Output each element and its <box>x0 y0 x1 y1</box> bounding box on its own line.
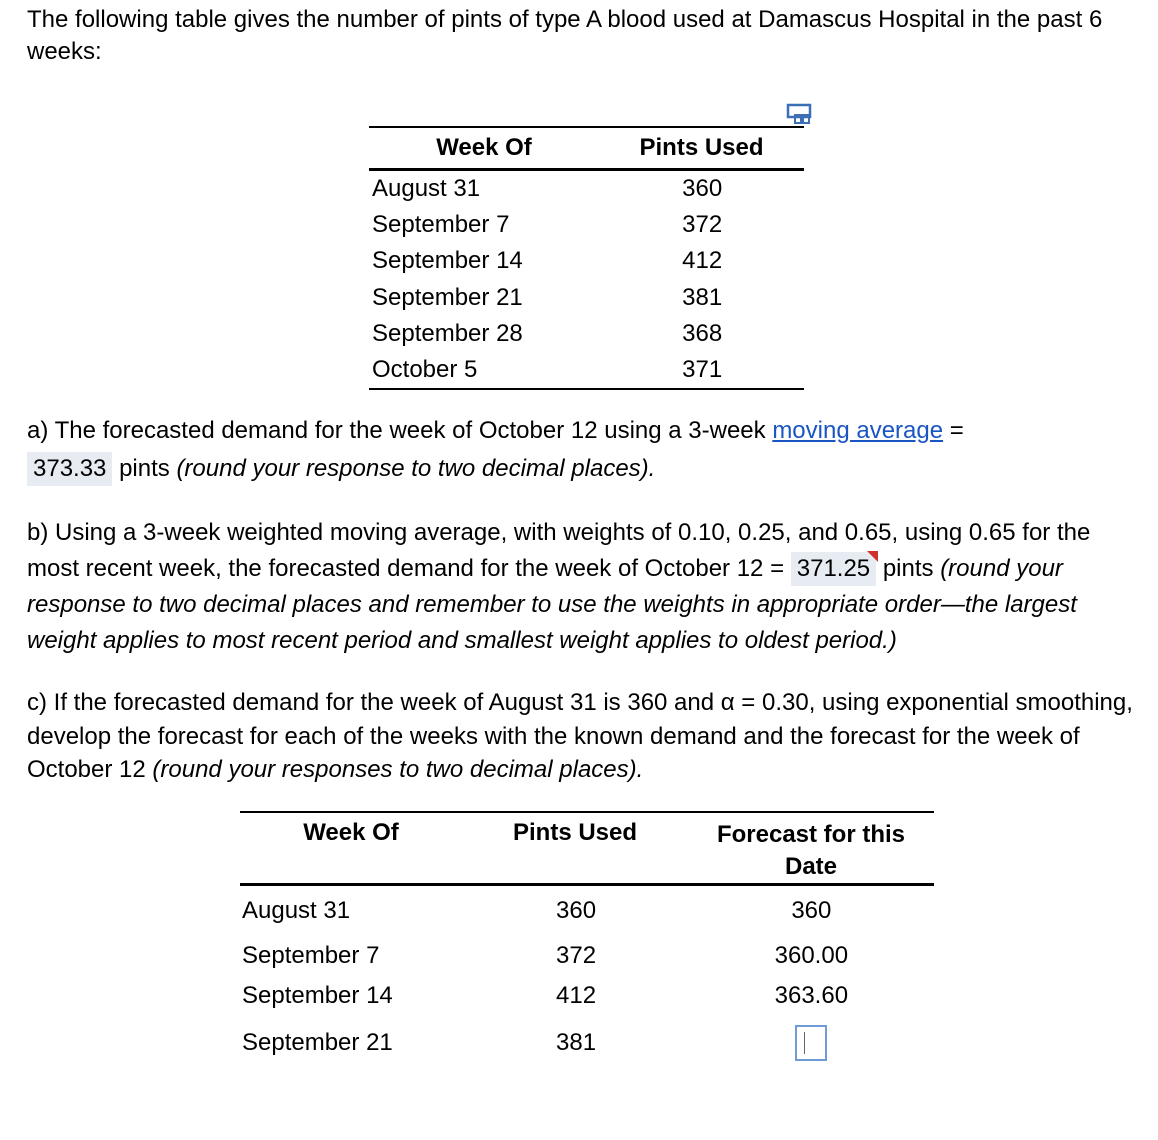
week-cell: August 31 <box>372 175 481 203</box>
part-b-text: b) Using a 3-week weighted moving average, with weights of 0.10, 0.25, and 0.65, using 0.65 for the most recent week, the forecasted demand for the week of October 12 = <box>27 519 1091 582</box>
pints-cell: 412 <box>682 247 723 275</box>
table-row <box>240 886 934 936</box>
pints-cell: 412 <box>556 982 597 1009</box>
intro-text: The following table gives the number of pints of type A blood used at Damascus Hospital in the past 6 weeks: <box>27 6 1103 65</box>
unit-text: pints <box>112 455 177 482</box>
week-cell: September 21 <box>372 283 523 311</box>
rounding-note: (round your response to two decimal places). <box>176 455 656 482</box>
column-header-pints-used: Pints Used <box>639 134 764 161</box>
part-c-text: c) If the forecasted demand for the week of August 31 is 360 and α = 0.30, using exponential smoothing, develop the forecast for each of the weeks with the known demand and the forecast for the week of October 12 <box>27 689 1133 783</box>
blood-usage-table <box>369 126 804 390</box>
table-row <box>369 243 804 279</box>
pints-cell: 368 <box>682 319 723 347</box>
moving-average-link[interactable]: moving average <box>772 417 944 444</box>
pints-cell: 381 <box>556 1029 597 1056</box>
pints-cell: 372 <box>682 211 723 239</box>
exponential-smoothing-table <box>240 811 934 1070</box>
week-cell: September 7 <box>372 211 510 239</box>
week-cell: September 7 <box>242 942 380 969</box>
week-cell: August 31 <box>242 897 351 924</box>
table-row <box>240 936 934 976</box>
table-row <box>369 316 804 352</box>
table-row <box>369 352 804 390</box>
week-cell: September 28 <box>372 319 523 347</box>
column-header-week-of: Week Of <box>436 134 532 161</box>
table-row <box>369 207 804 243</box>
forecast-cell: 360.00 <box>774 942 849 969</box>
part-b-answer-value: 371.25 <box>796 555 871 582</box>
question-part-a <box>27 412 1142 488</box>
table-row <box>369 280 804 316</box>
question-part-c <box>27 686 1142 787</box>
text-caret <box>804 1032 805 1054</box>
table-row <box>240 976 934 1016</box>
week-cell: September 14 <box>242 982 393 1009</box>
question-part-b <box>27 515 1142 659</box>
week-cell: October 5 <box>372 356 478 384</box>
week-cell: September 14 <box>372 247 523 275</box>
forecast-cell: 363.60 <box>774 982 849 1009</box>
column-header-week-of: Week Of <box>303 819 399 846</box>
part-b-answer <box>791 552 876 586</box>
column-header-pints-used: Pints Used <box>512 819 638 846</box>
part-a-text: a) The forecasted demand for the week of October 12 using a 3-week <box>27 417 773 444</box>
flag-icon <box>867 551 878 562</box>
part-a-answer: 373.33 <box>27 452 112 486</box>
rounding-note: (round your responses to two decimal places). <box>152 756 644 783</box>
unit-text: pints <box>876 555 941 582</box>
pints-cell: 372 <box>556 942 597 969</box>
equals-sign: = <box>943 417 964 444</box>
table-row <box>240 1016 934 1070</box>
pints-cell: 360 <box>682 175 723 203</box>
pints-cell: 360 <box>556 897 597 924</box>
pints-cell: 371 <box>682 356 723 384</box>
rounding-note: (round your response to two decimal places and remember to use the weights in appropriate order—the largest weight applies to most recent period and smallest weight applies to oldest period.) <box>27 555 1077 654</box>
week-cell: September 21 <box>242 1029 393 1056</box>
table-row <box>369 171 804 207</box>
forecast-cell: 360 <box>791 897 832 924</box>
column-header-forecast: Forecast for this Date <box>716 821 906 880</box>
forecast-input[interactable] <box>795 1025 827 1061</box>
copy-icon[interactable] <box>786 103 814 125</box>
forecast-cell <box>689 1025 934 1061</box>
pints-cell: 381 <box>682 283 723 311</box>
